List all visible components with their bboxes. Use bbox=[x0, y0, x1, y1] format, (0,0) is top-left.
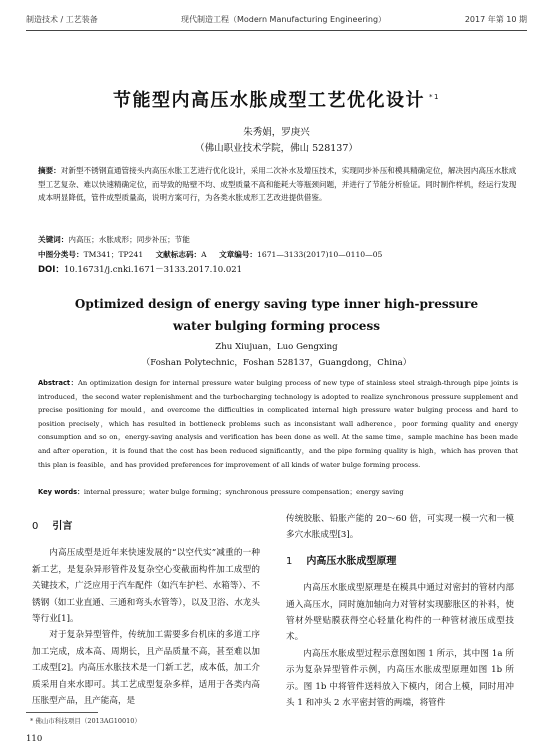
body-right-column bbox=[286, 511, 514, 711]
paper-title-en-line2: water bulging forming process bbox=[173, 319, 380, 333]
article-no-label: 文章编号： bbox=[219, 250, 258, 259]
keywords-en-text: internal pressure；water bulge forming；synchronous pressure compensation；energy saving bbox=[83, 488, 404, 496]
section-intro-heading bbox=[32, 519, 260, 535]
classification-line bbox=[38, 248, 518, 262]
abstract-en-text: An optimization design for internal pressure water bulging process of new type of stainless steel straigh-through pipe joints is introduced，the second water replenishment and the turbocharging technology is adopted to realize synchronous pressure supplement and precise positioning for mould，and overcome the difficulties in complicated internal high pressure water bulging process and hard to position precisely，which has resulted in bottleneck problems such as inconsistant wall adherence，poor forming quality and energy consumption and so on，energy-saving analysis and verification has been done as well. At the same time，sample machine has been made and after operation，it is found that the cost has been reduced significantly，and the pipe forming quality is high，which has proven that this plan is feasible，and has provided preferences for improvement of all kinds of water bulge forming process. bbox=[38, 379, 518, 469]
article-no-value: 1671—3133(2017)10—0110—05 bbox=[257, 250, 383, 259]
section-1-paragraph-2: 内高压水胀成型过程示意图如图 1 所示，其中图 1a 所示为复杂异型管件示例，内高压水胀成型原理如图 1b 所示。图 1b 中将管件送料放入下模内，闭合上模，同时用冲头 1 和冲头 2 水平密封管的两端，将管件 bbox=[286, 648, 514, 709]
section-1-title: 内高压水胀成型原理 bbox=[306, 555, 397, 567]
section-intro-number: 0 bbox=[32, 521, 39, 532]
page-number: 110 bbox=[26, 734, 43, 744]
title-zh-text: 节能型内高压水胀成型工艺优化设计 bbox=[113, 90, 426, 111]
section-1-number: 1 bbox=[286, 555, 293, 567]
running-header bbox=[26, 14, 527, 28]
clc-label: 中图分类号： bbox=[38, 250, 84, 259]
abstract-en bbox=[38, 377, 518, 472]
intro-paragraph-3: 传统胶胀、铅胀产能的 20～60 倍，可实现一模一穴和一模多穴水胀成型[3]。 bbox=[286, 514, 514, 541]
doc-code-value: A bbox=[201, 250, 207, 259]
keywords-zh bbox=[38, 233, 518, 247]
doc-code-label: 文献标志码： bbox=[155, 250, 202, 259]
section-intro-title: 引言 bbox=[52, 521, 73, 532]
abstract-en-label: Abstract： bbox=[38, 379, 78, 387]
keywords-en-label: Key words： bbox=[38, 488, 84, 496]
abstract-zh-text: 对新型不锈钢直通管接头内高压水胀工艺进行优化设计，采用二次补水及增压技术，实现同步补压和模具精确定位，解决因内高压水胀成型工艺复杂、难以快速精确定位，而导致的贴壁不均、成型质量不高和能耗大等瓶颈问题，并进行了节能分析验证。同时制作样机，经运行发现成本明显降低，管件成型质量高，说明方案可行，为各类水胀成形工艺改进提供借鉴。 bbox=[38, 166, 517, 202]
abstract-zh-label: 摘要： bbox=[38, 166, 61, 175]
abstract-zh bbox=[38, 164, 518, 205]
authors-en: Zhu Xiujuan，Luo Gengxing bbox=[215, 342, 338, 352]
header-right: 2017 年第 10 期 bbox=[464, 15, 527, 24]
footnote-rule bbox=[26, 712, 98, 713]
paper-title-en-line1: Optimized design of energy saving type inner high-pressure bbox=[74, 297, 479, 311]
paper-title-zh bbox=[0, 86, 553, 112]
doi-value: 10.16731/j.cnki.1671－3133.2017.10.021 bbox=[63, 265, 243, 275]
clc-value: TM341；TP241 bbox=[83, 250, 144, 259]
intro-paragraph-1: 内高压成型是近年来快速发展的“以空代实”减重的一种新工艺，是复杂异形管件及复杂空心变截面构件加工成型的关键技术，广泛应用于汽车配件（如汽车护栏、水箱等）、不锈钢（如工业直通、三通和弯头水管等），以及卫浴、水龙头等行业[1]。 bbox=[32, 548, 260, 625]
title-footnote-mark: *1 bbox=[429, 93, 440, 101]
affiliation-en: （Foshan Polytechnic，Foshan 528137，Guangdong，China） bbox=[141, 358, 412, 368]
keywords-zh-label: 关键词： bbox=[38, 235, 69, 244]
footnote: * 佛山市科技项目（2013AG10010） bbox=[30, 717, 141, 725]
intro-paragraph-2: 对于复杂异型管件，传统加工需要多台机床的多道工序加工完成，成本高、周期长，且产品质量不高，甚至难以加工成型[2]。内高压水胀技术是一门新工艺，成本低，加工介质采用自来水即可。其工艺成型复杂多样，适用于各类内高压胀型产品，且产能高，是 bbox=[32, 630, 260, 707]
doi-line bbox=[38, 264, 518, 278]
keywords-en bbox=[38, 486, 518, 500]
keywords-zh-text: 内高压；水胀成形；同步补压；节能 bbox=[68, 235, 190, 244]
body-left-column bbox=[32, 517, 260, 709]
header-center: 现代制造工程（Modern Manufacturing Engineering） bbox=[181, 15, 387, 24]
section-1-heading bbox=[286, 554, 514, 570]
authors-zh: 朱秀娟，罗庚兴 bbox=[243, 127, 310, 138]
header-left: 制造技术 / 工艺装备 bbox=[26, 15, 98, 24]
section-1-paragraph-1: 内高压水胀成型原理是在模具中通过对密封的管材内部通入高压水，同时施加轴向力对管材实现膨胀区的补料，使管材外壁贴膜获得空心轻量化构件的一种管材液压成型技术。 bbox=[286, 583, 514, 643]
doi-label: DOI： bbox=[38, 265, 64, 275]
affiliation-zh: （佛山职业技术学院，佛山 528137） bbox=[195, 143, 358, 154]
header-rule bbox=[26, 30, 527, 31]
